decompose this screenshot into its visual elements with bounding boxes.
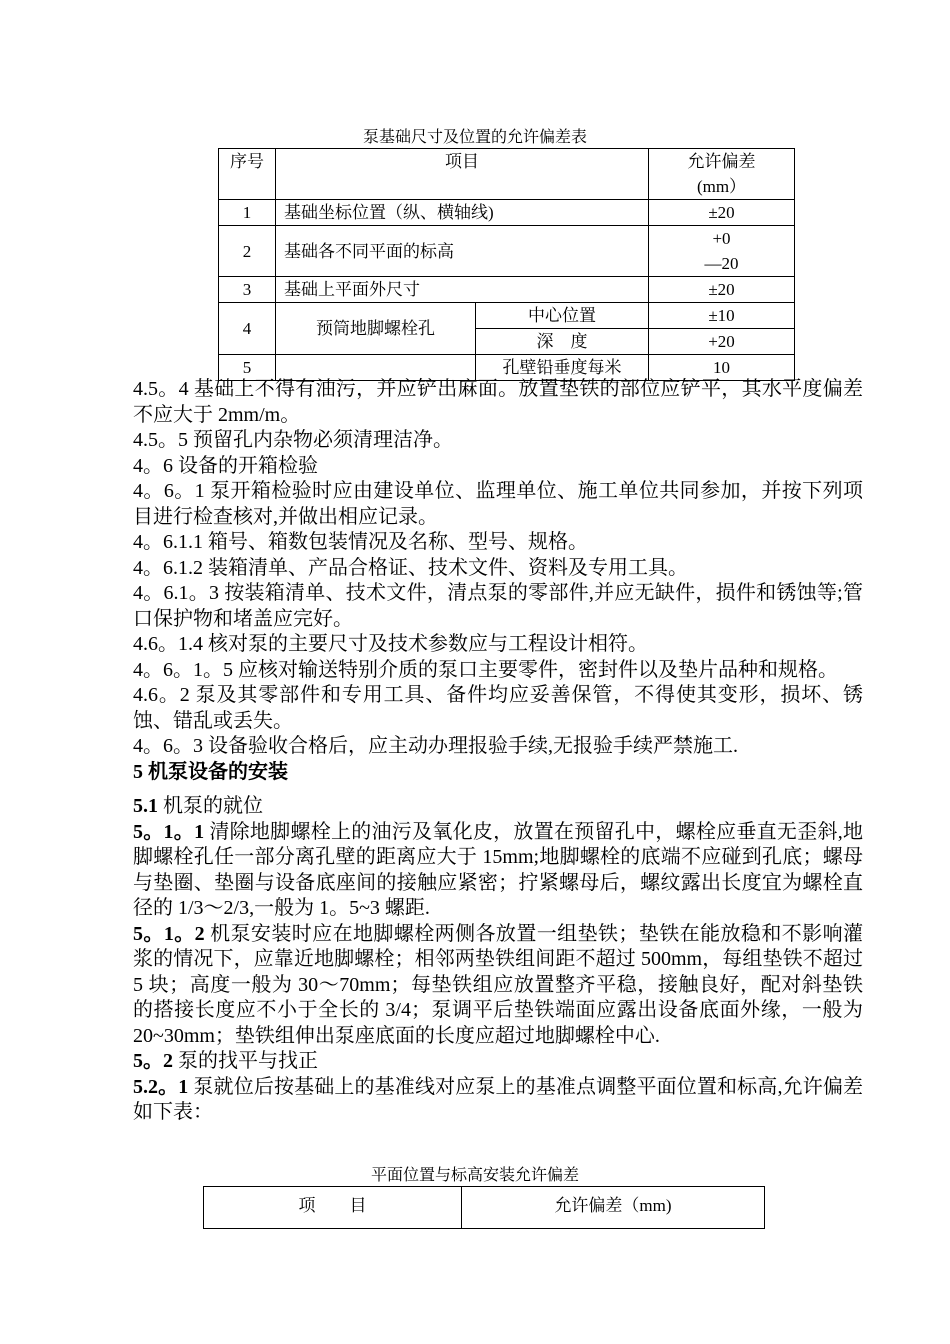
paragraph-5-1-1-number: 5。1。1 <box>133 820 205 843</box>
heading-5: 5 机泵设备的安装 <box>133 760 288 783</box>
paragraph-5-2-1 <box>133 1075 863 1126</box>
row5-no: 5 <box>219 355 276 381</box>
paragraph-4-6-1: 4。6。1 泵开箱检验时应由建设单位、监理单位、施工单位共同参加，并按下列项目进行检查核对,并做出相应记录。 <box>133 480 863 528</box>
paragraph-4-6-1-1: 4。6.1.1 箱号、箱数包装情况及名称、型号、规格。 <box>133 531 588 553</box>
row1-no: 1 <box>219 200 276 226</box>
row3-item: 基础上平面外尺寸 <box>276 277 649 303</box>
table-header-row <box>219 149 795 200</box>
table2-header-item: 项 目 <box>204 1187 462 1229</box>
row4-no: 4 <box>219 303 276 355</box>
row5-tol: 10 <box>649 355 795 381</box>
row3-no: 3 <box>219 277 276 303</box>
paragraph-4-6-1-5: 4。6。1。5 应核对输送特别介质的泵口主要零件，密封件以及垫片品种和规格。 <box>133 658 838 681</box>
row4-tol1: ±10 <box>649 303 795 329</box>
table2-header-row <box>204 1187 765 1229</box>
paragraph-5-1-2-number: 5。1。2 <box>133 922 205 945</box>
paragraph-4-5-4: 4.5。4 基础上不得有油污，并应铲出麻面。放置垫铁的部位应铲平，其水平度偏差不应大于 2mm/m。 <box>133 378 863 426</box>
heading-5-1 <box>133 794 863 820</box>
row4-sub1: 中心位置 <box>476 303 649 329</box>
paragraph-4-6-2: 4.6。2 泵及其零部件和专用工具、备件均应妥善保管，不得使其变形，损坏、锈蚀、错乱或丢失。 <box>133 684 863 732</box>
paragraph-4-6-1-3: 4。6.1。3 按装箱清单、技术文件，清点泵的零部件,并应无缺件，损件和锈蚀等;管口保护物和堵盖应完好。 <box>133 582 863 630</box>
table-row <box>219 200 795 226</box>
paragraph-5-1-1 <box>133 820 863 922</box>
heading-5-1-text: 机泵的就位 <box>158 795 263 817</box>
row1-tol: ±20 <box>649 200 795 226</box>
paragraph-4-6-3: 4。6。3 设备验收合格后，应主动办理报验手续,无报验手续严禁施工. <box>133 735 738 757</box>
table-row <box>219 226 795 277</box>
row2-item: 基础各不同平面的标高 <box>276 226 649 277</box>
header-tolerance-line1: 允许偏差 <box>687 152 756 171</box>
table2-caption: 平面位置与标高安装允许偏差 <box>370 1167 579 1184</box>
row4-sub2: 深 度 <box>476 329 649 355</box>
row4-tol2: +20 <box>649 329 795 355</box>
row2-tol <box>649 226 795 277</box>
row4-item: 预筒地脚螺栓孔 <box>276 303 476 355</box>
paragraph-4-6-1-4: 4.6。1.4 核对泵的主要尺寸及技术参数应与工程设计相符。 <box>133 633 648 655</box>
paragraph-4-5-5: 4.5。5 预留孔内杂物必须清理洁净。 <box>133 429 453 451</box>
table1-caption: 泵基础尺寸及位置的允许偏差表 <box>362 129 587 146</box>
paragraph-5-1-1-text: 清除地脚螺栓上的油污及氧化皮，放置在预留孔中，螺栓应垂直无歪斜,地脚螺栓孔任一部分离孔壁的距离应大于 15mm;地脚螺栓的底端不应碰到孔底；螺母与垫圈、垫圈与设备底座间的接触应紧密；拧紧螺母后，螺纹露出长度宜为螺栓直径的 1/3～2/3,一般为 1。5~3 螺距. <box>133 820 864 919</box>
row2-tol-line1: +0 <box>712 229 731 248</box>
row2-tol-line2: —20 <box>704 254 739 273</box>
table-row <box>219 277 795 303</box>
header-no: 序号 <box>219 149 276 200</box>
row2-no: 2 <box>219 226 276 277</box>
paragraph-4-6-1-2: 4。6.1.2 装箱清单、产品合格证、技术文件、资料及专用工具。 <box>133 556 688 579</box>
body-text <box>133 377 863 1126</box>
header-item: 项目 <box>276 149 649 200</box>
paragraph-5-1-2 <box>133 922 863 1050</box>
tolerance-table <box>218 148 795 381</box>
table2-header-tolerance: 允许偏差（mm) <box>462 1187 765 1229</box>
row5-sub: 孔壁铅垂度每米 <box>476 355 649 381</box>
paragraph-5-2-1-text: 泵就位后按基础上的基准线对应泵上的基准点调整平面位置和标高,允许偏差如下表： <box>133 1075 864 1123</box>
row3-tol: ±20 <box>649 277 795 303</box>
heading-5-2-text: 泵的找平与找正 <box>173 1050 318 1072</box>
table-row <box>219 303 795 329</box>
header-tolerance-line2: (mm） <box>696 177 747 196</box>
installation-tolerance-table <box>203 1186 765 1229</box>
heading-5-2-number: 5。2 <box>133 1050 173 1072</box>
paragraph-4-6: 4。6 设备的开箱检验 <box>133 454 318 477</box>
header-tolerance <box>649 149 795 200</box>
row1-item: 基础坐标位置（纵、横轴线) <box>276 200 649 226</box>
paragraph-5-2-1-number: 5.2。1 <box>133 1075 189 1098</box>
paragraph-5-1-2-text: 机泵安装时应在地脚螺栓两侧各放置一组垫铁；垫铁在能放稳和不影响灌浆的情况下，应靠近地脚螺栓；相邻两垫铁组间距不超过 500mm，每组垫铁不超过 5 块；高度一般为 30～70mm；每垫铁组应放置整齐平稳，接触良好，配对斜垫铁的搭接长度应不小于全长的 3/4；泵调平后垫铁端面应露出设备底面外缘，一般为 20~30mm；垫铁组伸出泵座底面的长度应超过地脚螺栓中心. <box>133 922 864 1047</box>
heading-5-1-number: 5.1 <box>133 795 158 817</box>
heading-5-2 <box>133 1049 863 1075</box>
